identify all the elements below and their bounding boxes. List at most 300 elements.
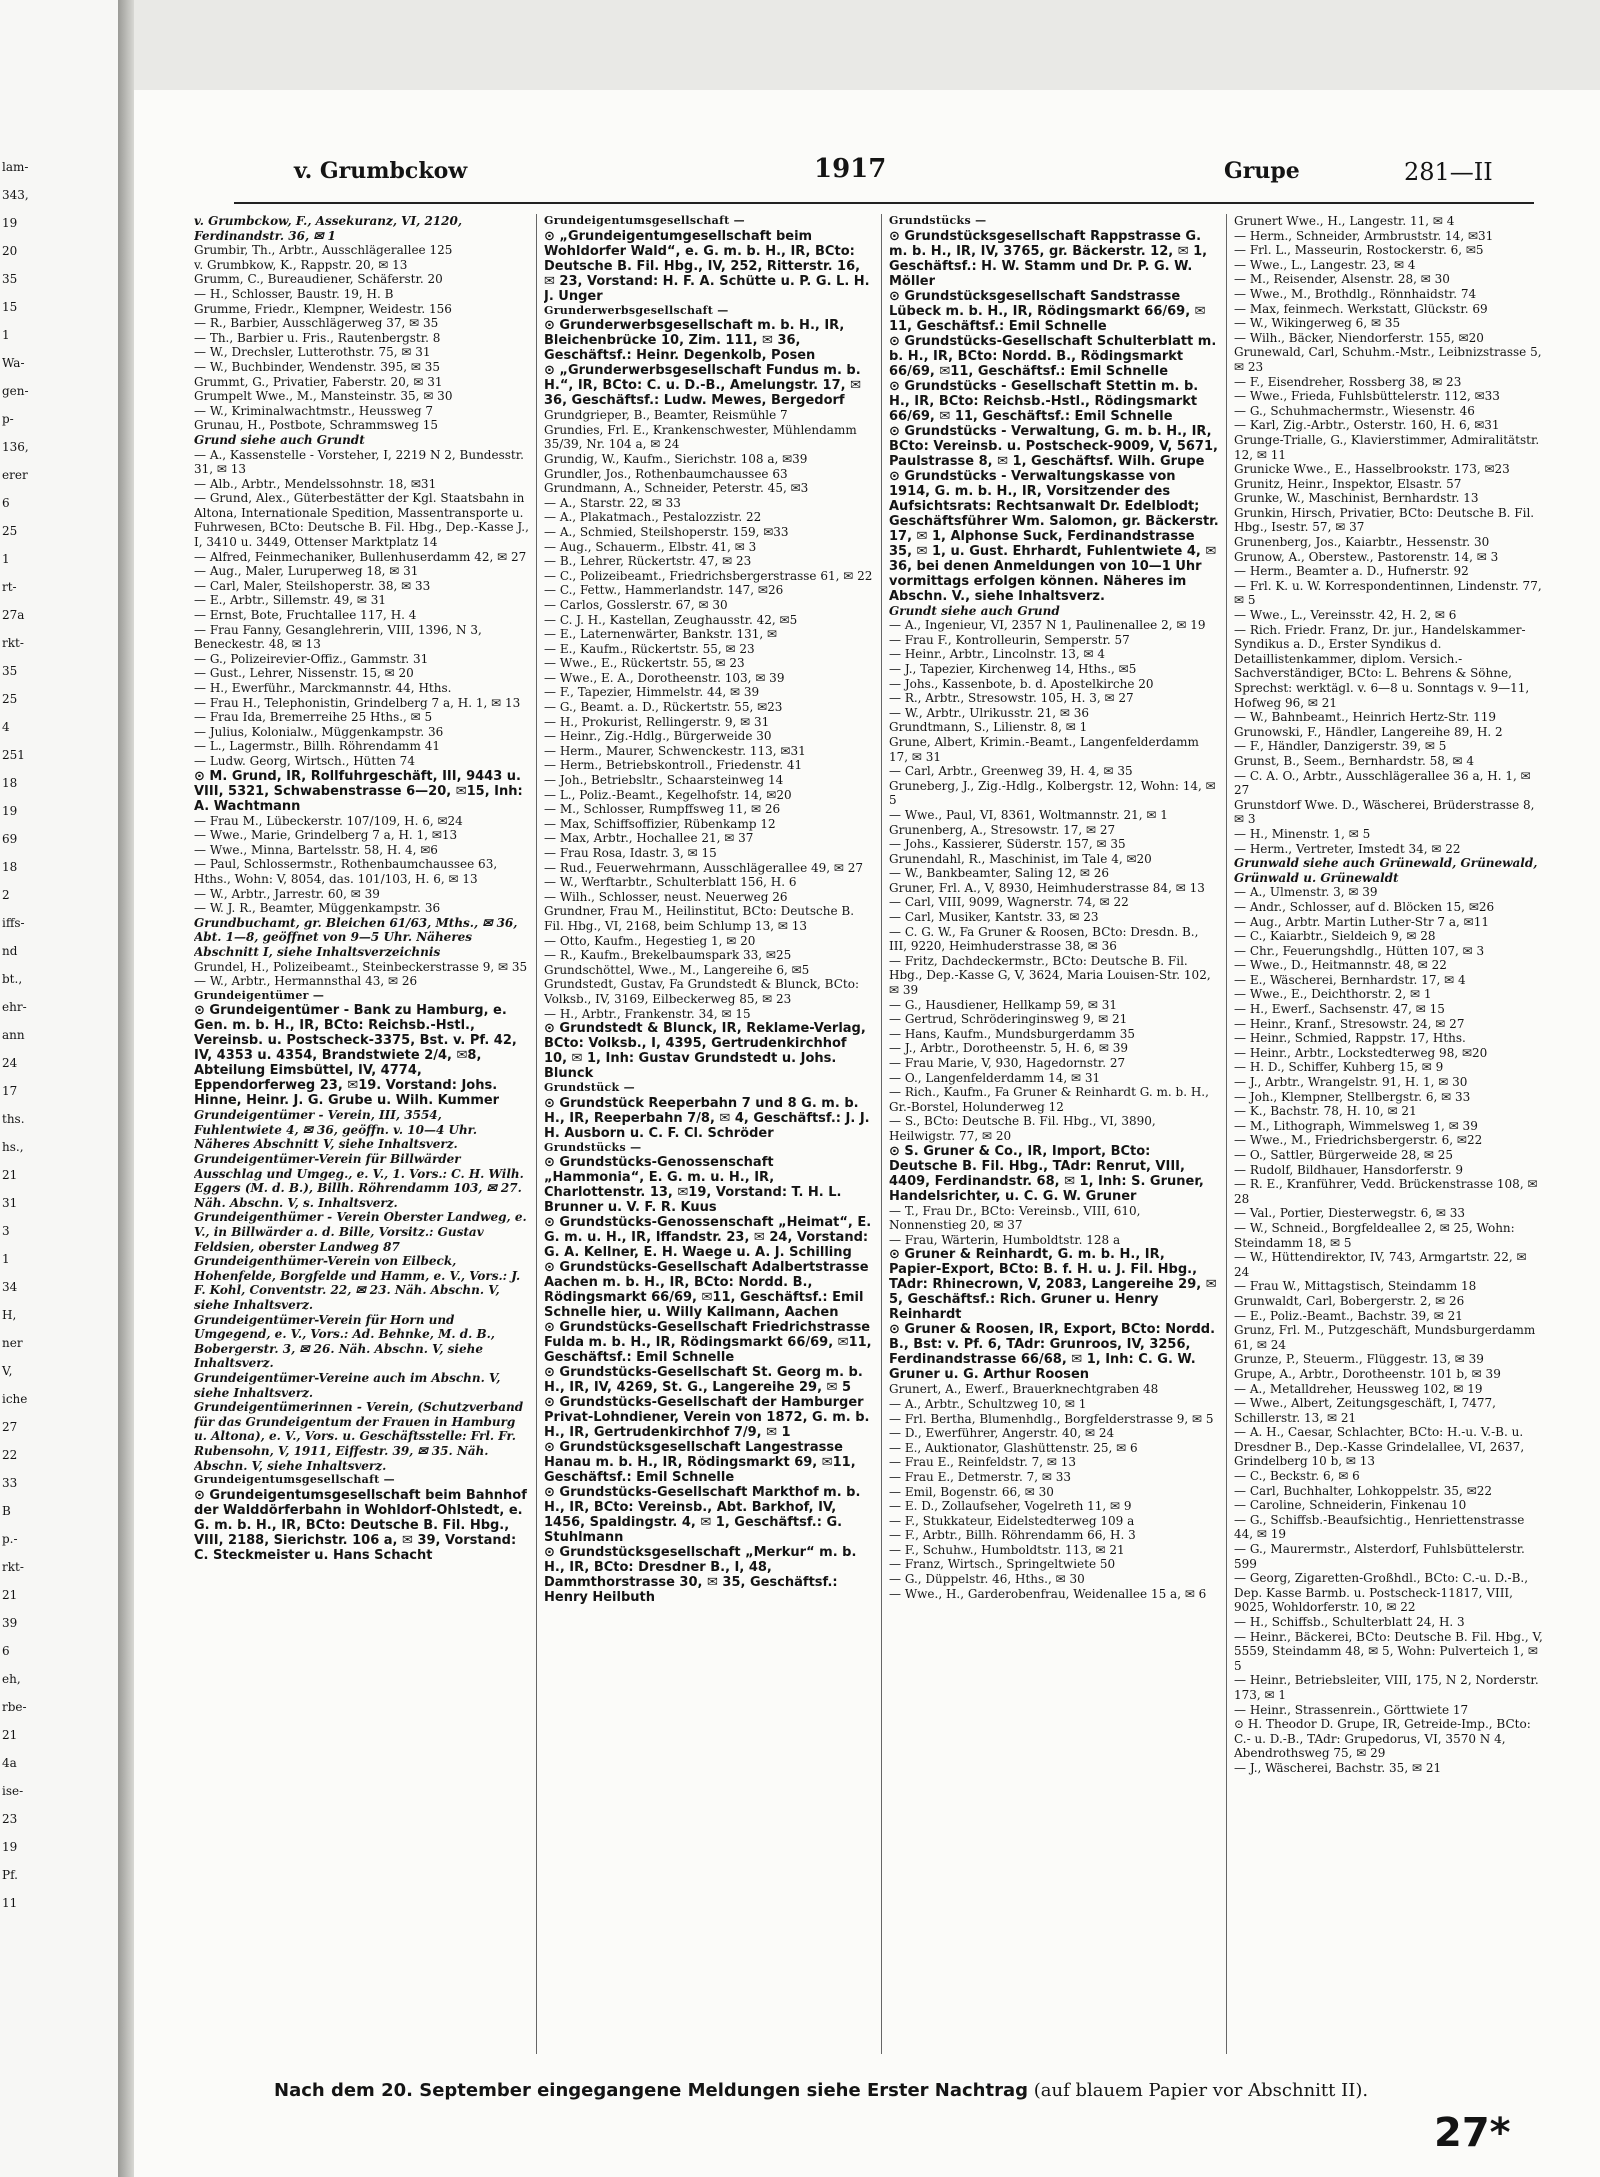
directory-entry: — J., Wäscherei, Bachstr. 35, ✉ 21: [1234, 1760, 1442, 1775]
directory-entry: — M., Lithograph, Wimmelsweg 1, ✉ 39: [1234, 1118, 1478, 1133]
directory-entry: Grundeigentumsgesellschaft —: [544, 214, 745, 227]
directory-entry: — Emil, Bogenstr. 66, ✉ 30: [889, 1484, 1054, 1499]
directory-entry: — W. J. R., Beamter, Müggenkampstr. 36: [194, 901, 441, 916]
directory-entry: — Max, Arbtr., Hochallee 21, ✉ 37: [544, 831, 754, 846]
directory-entry: — W., Werftarbtr., Schulterblatt 156, H. 6: [544, 875, 797, 890]
previous-page-fragment: 18: [2, 860, 18, 874]
header-first-entry: v. Grumbckow: [294, 158, 468, 184]
directory-entry: — T., Frau Dr., BCto: Vereinsb., VIII, 610, Nonnenstieg 20, ✉ 37: [889, 1203, 1141, 1233]
column-1: [194, 214, 529, 2064]
directory-entry: Grunz, Frl. M., Putzgeschäft, Mundsburgerdamm 61, ✉ 24: [1234, 1323, 1536, 1352]
directory-entry: Grunitz, Heinr., Inspektor, Elsastr. 57: [1234, 476, 1462, 491]
previous-page-fragment: 15: [2, 300, 18, 314]
directory-entry: — Frau Ida, Bremerreihe 25 Hths., ✉ 5: [194, 710, 433, 725]
directory-entry: Grundeigentümer —: [194, 988, 325, 1002]
directory-entry: Grunwald siehe auch Grünewald, Grünewald, Grünwald u. Grünewaldt: [1234, 856, 1538, 885]
directory-entry: — Andr., Schlosser, auf d. Blöcken 15, ✉26: [1234, 899, 1495, 914]
directory-entry: Grunert Wwe., H., Langestr. 11, ✉ 4: [1234, 214, 1455, 228]
directory-entry: — W., Arbtr., Ulrikusstr. 21, ✉ 36: [889, 705, 1090, 720]
previous-page-fragment: rbe-: [2, 1700, 27, 1714]
directory-entry: — G., Schuhmachermstr., Wiesenstr. 46: [1234, 403, 1475, 418]
previous-page-fragment: ths.: [2, 1112, 25, 1126]
directory-entry: — A., Schmied, Steilshoperstr. 159, ✉33: [544, 524, 789, 539]
directory-entry: — E., Poliz.-Beamt., Bachstr. 39, ✉ 21: [1234, 1308, 1463, 1323]
directory-entry: ⊙ Grundstücks - Verwaltungskasse von 1914, G. m. b. H., IR, Vorsitzender des Aufsichtsrats: Rechtsanwalt Dr. Edelblodt; Geschäftsführer Wm. Salomon, gr. Bäckerstr. 17, ✉ 1, Alphonse Suck, Ferdinandstrasse 35, ✉ 1, u. Gust. Ehrhardt, Fuhlentwiete 4, ✉36, bei denen Anmeldungen von 10—1 Uhr vormittags erfolgen können. Näheres im Abschn. V., siehe Inhaltsverz.: [889, 468, 1219, 604]
directory-entry: — R., Barbier, Ausschlägerweg 37, ✉ 35: [194, 316, 439, 331]
previous-page-fragment: H,: [2, 1308, 17, 1322]
previous-page-fragment: 343,: [2, 188, 29, 202]
previous-page-fragment: 1: [2, 328, 10, 342]
directory-entry: ⊙ Grundstücks-Genossenschaft „Hammonia“, E. G. m. u. H., IR, Charlottenstr. 13, ✉19, Vorstand: T. H. L. Brunner u. V. F. R. Kuus: [544, 1155, 842, 1216]
previous-page-fragment: Wa-: [2, 356, 25, 370]
previous-page-fragment: erer: [2, 468, 28, 482]
directory-entry: — Aug., Arbtr. Martin Luther-Str 7 a, ✉11: [1234, 914, 1489, 929]
directory-entry: Grunke, W., Maschinist, Bernhardstr. 13: [1234, 491, 1479, 506]
directory-entry: Grunewald, Carl, Schuhm.-Mstr., Leibnizstrasse 5, ✉ 23: [1234, 345, 1542, 374]
directory-entry: Grunowski, F., Händler, Langereihe 89, H. 2: [1234, 724, 1503, 739]
directory-entry: — Herm., Maurer, Schwenckestr. 113, ✉31: [544, 743, 806, 758]
directory-entry: — Franz, Wirtsch., Springeltwiete 50: [889, 1557, 1116, 1572]
directory-entry: — Hans, Kaufm., Mundsburgerdamm 35: [889, 1026, 1135, 1041]
directory-entry: — Joh., Klempner, Stellbergstr. 6, ✉ 33: [1234, 1089, 1471, 1104]
directory-entry: — Heinr., Arbtr., Lockstedterweg 98, ✉20: [1234, 1045, 1488, 1060]
previous-page-fragment: ise-: [2, 1784, 24, 1798]
previous-page-fragment: 136,: [2, 440, 29, 454]
previous-page-fragment: rt-: [2, 580, 17, 594]
directory-entry: — H., Ewerf., Sachsenstr. 47, ✉ 15: [1234, 1002, 1445, 1017]
directory-entry: — Frl. K. u. W. Korrespondentinnen, Lindenstr. 77, ✉ 5: [1234, 578, 1542, 608]
directory-entry: — Wilh., Bäcker, Niendorferstr. 155, ✉20: [1234, 330, 1484, 345]
directory-entry: Grundeigentumsgesellschaft —: [194, 1473, 395, 1487]
directory-entry: — J., Arbtr., Dorotheenstr. 5, H. 6, ✉ 39: [889, 1041, 1128, 1056]
directory-entry: Grund siehe auch Grundt: [194, 432, 365, 447]
directory-entry: ⊙ Grundstücksgesellschaft Rappstrasse G. m. b. H., IR, IV, 3765, gr. Bäckerstr. 12, ✉ 1, Geschäftsf.: H. W. Stamm und Dr. P. G. W. Möller: [889, 228, 1208, 289]
directory-entry: Grunkin, Hirsch, Privatier, BCto: Deutsche B. Fil. Hbg., Isestr. 57, ✉ 37: [1234, 505, 1535, 535]
directory-entry: — G., Düppelstr. 46, Hths., ✉ 30: [889, 1572, 1085, 1587]
directory-entry: Grundeigentümerinnen - Verein, (Schutzverband für das Grundeigentum der Frauen in Hamburg u. Altona), e. V., Vors. u. Geschäftsstelle: Frl. Fr. Rubensohn, V, 1911, Eiffestr. 39, ✉ 35. Näh. Abschn. V, siehe Inhaltsverz.: [194, 1400, 524, 1473]
directory-entry: — Wwe., E. A., Dorotheenstr. 103, ✉ 39: [544, 670, 785, 685]
previous-page-fragment: 34: [2, 1280, 18, 1294]
directory-entry: ⊙ H. Theodor D. Grupe, IR, Getreide-Imp., BCto: C.- u. D.-B., TAdr: Grupedorus, VI, 3570 N 4, Abendrothsweg 75, ✉ 29: [1234, 1717, 1531, 1761]
directory-entry: — Th., Barbier u. Fris., Rautenbergstr. 8: [194, 330, 441, 345]
book-gutter: [118, 0, 134, 2177]
directory-entry: Grumme, Friedr., Klempner, Weidestr. 156: [194, 301, 452, 316]
directory-entry: — A., Ulmenstr. 3, ✉ 39: [1234, 885, 1378, 900]
directory-entry: — Heinr., Arbtr., Lincolnstr. 13, ✉ 4: [889, 647, 1106, 662]
header-last-entry: Grupe: [1224, 158, 1300, 184]
directory-entry: ⊙ Grunderwerbsgesellschaft m. b. H., IR, Bleichenbrücke 10, Zim. 111, ✉ 36, Geschäftsf.: Heinr. Degenkolb, Posen: [544, 318, 845, 364]
directory-entry: — Heinr., Zig.-Hdlg., Bürgerweide 30: [544, 729, 772, 744]
previous-page-fragment: 31: [2, 1196, 18, 1210]
directory-entry: — Frau F., Kontrolleurin, Semperstr. 57: [889, 632, 1130, 647]
directory-entry: — Frl. Bertha, Blumenhdlg., Borgfelderstrasse 9, ✉ 5: [889, 1411, 1214, 1426]
directory-entry: — Wwe., Frieda, Fuhlsbüttelerstr. 112, ✉33: [1234, 389, 1500, 404]
previous-page-fragment: 27: [2, 1420, 18, 1434]
previous-page-fragment: V,: [2, 1364, 13, 1378]
directory-entry: ⊙ Grundstücksgesellschaft „Merkur“ m. b. H., IR, BCto: Dresdner B., I, 48, Dammthorstrasse 30, ✉ 35, Geschäftsf.: Henry Heilbuth: [544, 1545, 857, 1606]
column-divider: [881, 214, 882, 2054]
directory-entry: — W., Hüttendirektor, IV, 743, Armgartstr. 22, ✉ 24: [1234, 1250, 1527, 1279]
directory-entry: — F., Arbtr., Billh. Röhrendamm 66, H. 3: [889, 1528, 1136, 1543]
directory-entry: — H., Schlosser, Baustr. 19, H. B: [194, 286, 394, 301]
previous-page-fragment: 21: [2, 1728, 18, 1742]
directory-entry: Grunenberg, A., Stresowstr. 17, ✉ 27: [889, 822, 1116, 837]
directory-entry: — Heinr., Betriebsleiter, VIII, 175, N 2, Norderstr. 173, ✉ 1: [1234, 1673, 1539, 1702]
directory-entry: — W., Bankbeamter, Saling 12, ✉ 26: [889, 866, 1110, 881]
directory-entry: — Wwe., E., Deichthorstr. 2, ✉ 1: [1234, 987, 1432, 1002]
directory-entry: — Alb., Arbtr., Mendelssohnstr. 18, ✉31: [194, 476, 437, 491]
directory-entry: — Wilh., Schlosser, neust. Neuerweg 26: [544, 889, 788, 904]
footer-note-normal: (auf blauem Papier vor Abschnitt II).: [1028, 2080, 1369, 2101]
directory-entry: — H., Prokurist, Rellingerstr. 9, ✉ 31: [544, 714, 770, 729]
directory-entry: — A., Ingenieur, VI, 2357 N 1, Paulinenallee 2, ✉ 19: [889, 618, 1206, 633]
directory-entry: — Wwe., D., Heitmannstr. 48, ✉ 22: [1234, 958, 1447, 973]
directory-entry: ⊙ Grundstücks - Gesellschaft Stettin m. b. H., IR, BCto: Reichsb.-Hstl., Rödingsmarkt 66/69, ✉ 11, Geschäftsf.: Emil Schnelle: [889, 378, 1199, 424]
directory-entry: Grundeigenthümer-Verein von Eilbeck, Hohenfelde, Borgfelde und Hamm, e. V., Vors.: J. F. Kohl, Conventstr. 22, ✉ 23. Näh. Abschn. V, siehe Inhaltsverz.: [194, 1254, 521, 1312]
directory-entry: — Frau W., Mittagstisch, Steindamm 18: [1234, 1279, 1477, 1294]
directory-entry: — Frau E., Detmerstr. 7, ✉ 33: [889, 1469, 1071, 1484]
previous-page-fragment: lam-: [2, 160, 29, 174]
directory-entry: ⊙ Grundstücks-Gesellschaft St. Georg m. b. H., IR, IV, 4269, St. G., Langereihe 29, ✉ 5: [544, 1365, 863, 1396]
previous-page-fragment: iffs-: [2, 916, 25, 930]
directory-entry: — Aug., Schauerm., Elbstr. 41, ✉ 3: [544, 539, 757, 554]
previous-page-fragment: 18: [2, 776, 18, 790]
previous-page-fragment: 19: [2, 216, 18, 230]
header-year: 1917: [814, 154, 887, 184]
directory-entry: — W., Arbtr., Hermannsthal 43, ✉ 26: [194, 974, 418, 989]
directory-entry: Grundstedt, Gustav, Fa Grundstedt & Blunck, BCto: Volksb., IV, 3169, Eilbeckerweg 85, ✉ 23: [544, 977, 859, 1006]
directory-entry: — Rich. Friedr. Franz, Dr. jur., Handelskammer-Syndikus a. D., Erster Syndikus d. Detaillistenkammer, diplom. Versich.-Sachverständiger, BCto: L. Behrens & Söhne, Sprechst: werktägl. v. 6—8 u. Sonntags v. 9—11, Hofweg 96, ✉ 21: [1234, 622, 1530, 710]
directory-entry: — F., Schuhw., Humboldtstr. 113, ✉ 21: [889, 1542, 1125, 1557]
directory-entry: — E. D., Zollaufseher, Vogelreth 11, ✉ 9: [889, 1499, 1132, 1514]
directory-entry: — L., Lagermstr., Billh. Röhrendamm 41: [194, 739, 441, 754]
directory-entry: — Julius, Kolonialw., Müggenkampstr. 36: [194, 724, 444, 739]
previous-page-fragment: ann: [2, 1028, 25, 1042]
directory-entry: Grunenberg, Jos., Kaiarbtr., Hessenstr. 30: [1234, 535, 1490, 550]
directory-entry: — Frau, Wärterin, Humboldtstr. 128 a: [889, 1232, 1121, 1247]
directory-entry: — M., Schlosser, Rumpffsweg 11, ✉ 26: [544, 802, 781, 817]
directory-entry: — Herm., Beamter a. D., Hufnerstr. 92: [1234, 564, 1469, 579]
directory-entry: — S., BCto: Deutsche B. Fil. Hbg., VI, 3890, Heilwigstr. 77, ✉ 20: [889, 1114, 1156, 1143]
directory-entry: — G., Beamt. a. D., Rückertstr. 55, ✉23: [544, 700, 783, 715]
previous-page-fragment: rkt-: [2, 636, 24, 650]
directory-entry: — E., Laternenwärter, Bankstr. 131, ✉: [544, 627, 778, 642]
directory-entry: Grumm, C., Bureaudiener, Schäferstr. 20: [194, 272, 443, 287]
directory-entry: Grune, Albert, Krimin.-Beamt., Langenfelderdamm 17, ✉ 31: [889, 734, 1199, 764]
directory-entry: Grunert, A., Ewerf., Brauerknechtgraben 48: [889, 1382, 1159, 1397]
directory-entry: — Herm., Vertreter, Imstedt 34, ✉ 22: [1234, 841, 1461, 856]
directory-entry: — Frau Fanny, Gesanglehrerin, VIII, 1396, N 3, Beneckestr. 48, ✉ 13: [194, 622, 482, 652]
directory-entry: Grundeigentümer - Verein, III, 3554, Fuhlentwiete 4, ✉ 36, geöffn. v. 10—4 Uhr. Näheres Abschnitt V, siehe Inhaltsverz.: [194, 1108, 478, 1152]
directory-entry: Grundschöttel, Wwe., M., Langereihe 6, ✉5: [544, 962, 810, 977]
directory-entry: — Rich., Kaufm., Fa Gruner & Reinhardt G. m. b. H., Gr.-Borstel, Holunderweg 12: [889, 1085, 1209, 1114]
directory-entry: — A., Kassenstelle - Vorsteher, I, 2219 N 2, Bundesstr. 31, ✉ 13: [194, 447, 524, 477]
directory-entry: Grundner, Frau M., Heilinstitut, BCto: Deutsche B. Fil. Hbg., VI, 2168, beim Schlump 13, ✉ 13: [544, 904, 855, 933]
previous-page-fragment: 25: [2, 692, 18, 706]
directory-entry: — W., Wikingerweg 6, ✉ 35: [1234, 316, 1401, 331]
footer-note-bold: Nach dem 20. September eingegangene Meldungen siehe Erster Nachtrag: [274, 2080, 1029, 2101]
directory-entry: Grunderwerbsgesellschaft —: [544, 303, 729, 317]
directory-entry: — W., Bahnbeamt., Heinrich Hertz-Str. 119: [1234, 710, 1496, 725]
directory-entry: Gruner, Frl. A., V, 8930, Heimhuderstrasse 84, ✉ 13: [889, 880, 1205, 895]
directory-page: [134, 90, 1600, 2177]
directory-entry: — Herm., Schneider, Armbruststr. 14, ✉31: [1234, 228, 1494, 243]
directory-entry: ⊙ S. Gruner & Co., IR, Import, BCto: Deutsche B. Fil. Hbg., TAdr: Renrut, VIII, 4409, Ferdinandstr. 68, ✉ 1, Inh: S. Gruner, Handelsrichter, u. C. G. W. Gruner: [889, 1143, 1204, 1204]
directory-entry: — Johs., Kassenbote, b. d. Apostelkirche 20: [889, 676, 1154, 691]
directory-entry: — H., Arbtr., Frankenstr. 34, ✉ 15: [544, 1006, 751, 1021]
directory-entry: — Val., Portier, Diesterwegstr. 6, ✉ 33: [1234, 1206, 1466, 1221]
previous-page-fragment: 35: [2, 664, 18, 678]
directory-entry: — Caroline, Schneiderin, Finkenau 10: [1234, 1498, 1467, 1513]
directory-entry: — Wwe., L., Langestr. 23, ✉ 4: [1234, 257, 1416, 272]
directory-entry: — H., Schiffsb., Schulterblatt 24, H. 3: [1234, 1615, 1465, 1629]
directory-entry: Grundstück —: [544, 1081, 635, 1095]
previous-page-fragment: ehr-: [2, 1000, 27, 1014]
directory-entry: — Frau H., Telephonistin, Grindelberg 7 a, H. 1, ✉ 13: [194, 695, 521, 710]
directory-entry: v. Grumbkow, K., Rappstr. 20, ✉ 13: [194, 257, 408, 272]
directory-entry: — Wwe., Minna, Bartelsstr. 58, H. 4, ✉6: [194, 842, 438, 857]
directory-entry: — Wwe., M., Brothdlg., Rönnhaidstr. 74: [1234, 286, 1477, 301]
directory-entry: Grundig, W., Kaufm., Sierichstr. 108 a, ✉39: [544, 451, 808, 466]
directory-entry: — Heinr., Bäckerei, BCto: Deutsche B. Fil. Hbg., V, 5559, Steindamm 48, ✉ 5, Wohn: Pulverteich 1, ✉ 5: [1234, 1629, 1543, 1673]
directory-entry: — W., Schneid., Borgfeldeallee 2, ✉ 25, Wohn: Steindamm 18, ✉ 5: [1234, 1220, 1515, 1250]
directory-entry: — Wwe., Albert, Zeitungsgeschäft, I, 7477, Schillerstr. 13, ✉ 21: [1234, 1396, 1496, 1425]
directory-entry: — C. G. W., Fa Gruner & Roosen, BCto: Dresdn. B., III, 9220, Heimhuderstrasse 38, ✉ 36: [889, 924, 1199, 954]
directory-entry: — Carl, VIII, 9099, Wagnerstr. 74, ✉ 22: [889, 895, 1129, 910]
directory-entry: — O., Sattler, Bürgerweide 28, ✉ 25: [1234, 1148, 1454, 1162]
column-2: [544, 214, 874, 2064]
directory-entry: ⊙ Grundstedt & Blunck, IR, Reklame-Verlag, BCto: Volksb., I, 4395, Gertrudenkirchhof 10, ✉ 1, Inh: Gustav Grundstedt u. Johs. Blunck: [544, 1021, 866, 1082]
directory-entry: ⊙ Grundstücks-Genossenschaft „Heimat“, E. G. m. u. H., IR, Iffandstr. 23, ✉ 24, Vorstand: G. A. Kellner, E. H. Waege u. A. J. Schilling: [544, 1215, 872, 1261]
column-divider: [1226, 214, 1227, 2054]
directory-entry: — W., Drechsler, Lutterothstr. 75, ✉ 31: [194, 345, 431, 360]
directory-entry: — R. E., Kranführer, Vedd. Brückenstrasse 108, ✉ 28: [1234, 1177, 1538, 1206]
directory-entry: — H., Minenstr. 1, ✉ 5: [1234, 826, 1371, 841]
directory-entry: — G., Hausdiener, Hellkamp 59, ✉ 31: [889, 997, 1117, 1012]
previous-page-fragment: 17: [2, 1084, 18, 1098]
directory-entry: — A., Starstr. 22, ✉ 33: [544, 495, 681, 510]
directory-entry: ⊙ Gruner & Roosen, IR, Export, BCto: Nordd. B., Bst: v. Pf. 6, TAdr: Grunroos, IV, 3256, Ferdinandstrasse 66/68, ✉ 1, Inh: C. G. W. Gruner u. G. Arthur Roosen: [889, 1322, 1216, 1383]
previous-page-fragment: 6: [2, 1644, 10, 1658]
previous-page-fragment: bt.,: [2, 972, 23, 986]
directory-entry: — R., Arbtr., Stresowstr. 105, H. 3, ✉ 27: [889, 691, 1134, 706]
directory-entry: Grundeigenthümer - Verein Oberster Landweg, e. V., in Billwärder a. d. Bille, Vorsitz.: Gustav Feldsien, oberster Landweg 87: [194, 1210, 527, 1254]
previous-page-fragment: 69: [2, 832, 18, 846]
directory-entry: — Wwe., M., Friedrichsbergerstr. 6, ✉22: [1234, 1133, 1483, 1148]
directory-entry: — Alfred, Feinmechaniker, Bullenhuserdamm 42, ✉ 27: [194, 549, 527, 564]
directory-entry: Grunau, H., Postbote, Schrammsweg 15: [194, 418, 439, 433]
directory-entry: Grupe, A., Arbtr., Dorotheenstr. 101 b, ✉ 39: [1234, 1366, 1501, 1381]
previous-page-fragment: 23: [2, 1812, 18, 1826]
directory-entry: Grundel, H., Polizeibeamt., Steinbeckerstrasse 9, ✉ 35: [194, 959, 528, 974]
previous-page-fragment: 4a: [2, 1756, 17, 1770]
footer-note: [274, 2080, 1474, 2101]
directory-entry: — Wwe., Marie, Grindelberg 7 a, H. 1, ✉13: [194, 828, 458, 843]
directory-entry: — Gertrud, Schröderinginsweg 9, ✉ 21: [889, 1012, 1128, 1027]
directory-entry: — Wwe., E., Rückertstr. 55, ✉ 23: [544, 656, 745, 671]
directory-entry: — Rudolf, Bildhauer, Hansdorferstr. 9: [1234, 1162, 1463, 1177]
directory-entry: — Gust., Lehrer, Nissenstr. 15, ✉ 20: [194, 666, 414, 681]
directory-entry: — F., Händler, Danzigerstr. 39, ✉ 5: [1234, 739, 1447, 754]
previous-page-fragment: 1: [2, 1252, 10, 1266]
directory-entry: — C., Polizeibeamt., Friedrichsbergerstrasse 61, ✉ 22: [544, 568, 873, 583]
previous-page-fragment: eh,: [2, 1672, 21, 1686]
directory-entry: — Wwe., L., Vereinsstr. 42, H. 2, ✉ 6: [1234, 608, 1457, 623]
directory-entry: — H. D., Schiffer, Kuhberg 15, ✉ 9: [1234, 1060, 1444, 1075]
directory-entry: Grumpelt Wwe., M., Mansteinstr. 35, ✉ 30: [194, 389, 453, 404]
column-3: [889, 214, 1219, 2064]
previous-page-fragment: 21: [2, 1168, 18, 1182]
previous-page-fragment: 3: [2, 1224, 10, 1238]
directory-entry: — H., Ewerführ., Marckmannstr. 44, Hths.: [194, 681, 452, 695]
directory-entry: — Wwe., Paul, VI, 8361, Woltmannstr. 21, ✉ 1: [889, 807, 1168, 822]
directory-entry: Grundbuchamt, gr. Bleichen 61/63, Mths., ✉ 36, Abt. 1—8, geöffnet von 9—5 Uhr. Näheres Abschnitt I, siehe Inhaltsverzeichnis: [194, 915, 518, 959]
previous-page-fragment: hs.,: [2, 1140, 24, 1154]
directory-entry: ⊙ Gruner & Reinhardt, G. m. b. H., IR, Papier-Export, BCto: B. f. H. u. J. Fil. Hbg., TAdr: Rhinecrown, V, 2083, Langereihe 29, ✉ 5, Geschäftsf.: Rich. Gruner u. Henry Reinhardt: [889, 1247, 1217, 1323]
previous-page-fragment: 1: [2, 552, 10, 566]
directory-entry: — Carl, Buchhalter, Lohkoppelstr. 35, ✉22: [1234, 1483, 1493, 1498]
previous-page-fragment: p.-: [2, 1532, 18, 1546]
directory-entry: Grundeigentümer-Verein für Billwärder Ausschlag und Umgeg., e. V., 1. Vors.: C. H. Wilh. Eggers (M. d. B.), Billh. Röhrendamm 103, ✉ 27. Näh. Abschn. V, s. Inhaltsverz.: [194, 1152, 524, 1210]
directory-entry: — Frau E., Reinfeldstr. 7, ✉ 13: [889, 1455, 1076, 1470]
directory-entry: — O., Langenfelderdamm 14, ✉ 31: [889, 1070, 1101, 1085]
directory-entry: ⊙ „Grundeigentumgesellschaft beim Wohldorfer Wald“, e. G. m. b. H., IR, BCto: Deutsche B. Fil. Hbg., IV, 252, Ritterstr. 16, ✉ 23, Vorstand: H. F. A. Schütte u. P. G. L. H. J. Unger: [544, 228, 870, 304]
previous-page-fragment: 19: [2, 1840, 18, 1854]
directory-entry: — E., Arbtr., Sillemstr. 49, ✉ 31: [194, 593, 387, 608]
directory-entry: — Frl. L., Masseurin, Rostockerstr. 6, ✉5: [1234, 243, 1484, 258]
directory-entry: ⊙ Grundstücks-Gesellschaft Schulterblatt m. b. H., IR, BCto: Nordd. B., Rödingsmarkt 66/69, ✉11, Geschäftsf.: Emil Schnelle: [889, 333, 1217, 379]
directory-entry: — Carl, Arbtr., Greenweg 39, H. 4, ✉ 35: [889, 764, 1133, 779]
directory-entry: — Johs., Kassierer, Süderstr. 157, ✉ 35: [889, 837, 1126, 852]
directory-entry: — M., Reisender, Alsenstr. 28, ✉ 30: [1234, 272, 1450, 287]
directory-entry: — G., Schiffsb.-Beaufsichtig., Henriettenstrasse 44, ✉ 19: [1234, 1512, 1525, 1542]
directory-entry: ⊙ Grundstück Reeperbahn 7 und 8 G. m. b. H., IR, Reeperbahn 7/8, ✉ 4, Geschäftsf.: J. J. H. Ausborn u. C. F. Cl. Schröder: [544, 1095, 870, 1141]
directory-entry: — G., Polizeirevier-Offiz., Gammstr. 31: [194, 651, 429, 666]
directory-entry: — Ernst, Bote, Fruchtallee 117, H. 4: [194, 608, 417, 623]
directory-entry: — Frau Marie, V, 930, Hagedornstr. 27: [889, 1056, 1126, 1070]
directory-entry: — A., Arbtr., Schultzweg 10, ✉ 1: [889, 1396, 1087, 1411]
directory-entry: ⊙ Grundeigentumsgesellschaft beim Bahnhof der Walddörferbahn in Wohldorf-Ohlstedt, e. G. m. b. H., IR, BCto: Deutsche B. Fil. Hbg., VIII, 2188, Sierichstr. 106 a, ✉ 39, Vorstand: C. Steckmeister u. Hans Schacht: [194, 1487, 527, 1563]
directory-entry: — C., Beckstr. 6, ✉ 6: [1234, 1469, 1360, 1484]
directory-entry: — Fritz, Dachdeckermstr., BCto: Deutsche B. Fil. Hbg., Dep.-Kasse G, V, 3624, Maria Louisen-Str. 102, ✉ 39: [889, 953, 1211, 998]
previous-page-fragment: ner: [2, 1336, 23, 1350]
directory-entry: Grunendahl, R., Maschinist, im Tale 4, ✉20: [889, 851, 1152, 866]
directory-entry: ⊙ Grundstücksgesellschaft Sandstrasse Lübeck m. b. H., IR, Rödingsmarkt 66/69, ✉ 11, Geschäftsf.: Emil Schnelle: [889, 288, 1206, 334]
running-header: [234, 150, 1574, 190]
directory-entry: — W., Arbtr., Jarrestr. 60, ✉ 39: [194, 886, 380, 901]
directory-entry: — Aug., Maler, Luruperweg 18, ✉ 31: [194, 564, 419, 579]
previous-page-fragment: 20: [2, 244, 18, 258]
directory-entry: — K., Bachstr. 78, H. 10, ✉ 21: [1234, 1104, 1417, 1119]
directory-entry: — A. H., Caesar, Schlachter, BCto: H.-u. V.-B. u. Dresdner B., Dep.-Kasse Grindelallee, VI, 2637, Grindelberg 10 b, ✉ 13: [1234, 1425, 1525, 1469]
directory-entry: Grundies, Frl. E., Krankenschwester, Mühlendamm 35/39, Nr. 104 a, ✉ 24: [544, 422, 857, 452]
directory-entry: — G., Maurermstr., Alsterdorf, Fuhlsbüttelerstr. 599: [1234, 1542, 1525, 1571]
directory-entry: — F., Tapezier, Himmelstr. 44, ✉ 39: [544, 685, 760, 700]
directory-entry: — E., Auktionator, Glashüttenstr. 25, ✉ 6: [889, 1440, 1138, 1455]
directory-entry: Grundgrieper, B., Beamter, Reismühle 7: [544, 408, 788, 423]
directory-entry: — C. J. H., Kastellan, Zeughausstr. 42, ✉5: [544, 612, 798, 627]
directory-entry: Grumbir, Th., Arbtr., Ausschlägerallee 125: [194, 243, 453, 258]
page-number: 27*: [1434, 2110, 1511, 2156]
directory-entry: — Ludw. Georg, Wirtsch., Hütten 74: [194, 753, 415, 768]
directory-entry: ⊙ Grundstücks-Gesellschaft Markthof m. b. H., IR, BCto: Vereinsb., Abt. Barkhof, IV, 1456, Spaldingstr. 4, ✉ 1, Geschäftsf.: G. Stuhlmann: [544, 1485, 861, 1546]
directory-entry: — Carlos, Gosslerstr. 67, ✉ 30: [544, 597, 728, 612]
directory-entry: — Carl, Musiker, Kantstr. 33, ✉ 23: [889, 910, 1099, 925]
directory-entry: — L., Poliz.-Beamt., Kegelhofstr. 14, ✉20: [544, 787, 792, 802]
directory-entry: — Frau M., Lübeckerstr. 107/109, H. 6, ✉24: [194, 813, 463, 828]
previous-page-fragment: 19: [2, 804, 18, 818]
directory-entry: Grummt, G., Privatier, Faberstr. 20, ✉ 31: [194, 374, 443, 389]
directory-entry: ⊙ Grundeigentümer - Bank zu Hamburg, e. Gen. m. b. H., IR, BCto: Reichsb.-Hstl., Vereinsb. u. Postscheck-3375, Bst. v. Pf. 42, IV, 4353 u. 4354, Brandstwiete 2/4, ✉8, Abteilung Eimsbüttel, IV, 4774, Eppendorferweg 23, ✉19. Vorstand: Johs. Hinne, Heinr. J. G. Grube u. Wilh. Kummer: [194, 1003, 517, 1109]
directory-entry: — Joh., Betriebsltr., Schaarsteinweg 14: [544, 773, 784, 788]
directory-entry: — F., Stukkateur, Eidelstedterweg 109 a: [889, 1513, 1135, 1528]
previous-page-fragment: 6: [2, 496, 10, 510]
directory-entry: Grunge-Trialle, G., Klavierstimmer, Admiralitätstr. 12, ✉ 11: [1234, 432, 1540, 462]
directory-entry: — J., Arbtr., Wrangelstr. 91, H. 1, ✉ 30: [1234, 1075, 1468, 1090]
directory-entry: — W., Buchbinder, Wendenstr. 395, ✉ 35: [194, 359, 440, 374]
directory-entry: — E., Wäscherei, Bernhardstr. 17, ✉ 4: [1234, 972, 1466, 987]
directory-entry: Grundmann, A., Schneider, Peterstr. 45, ✉3: [544, 481, 809, 496]
column-4: [1234, 214, 1544, 2064]
directory-entry: — R., Kaufm., Brekelbaumspark 33, ✉25: [544, 948, 792, 963]
directory-entry: — Wwe., H., Garderobenfrau, Weidenallee 15 a, ✉ 6: [889, 1586, 1207, 1601]
previous-page-fragment: 251: [2, 748, 25, 762]
previous-page-fragment: p-: [2, 412, 14, 426]
directory-entry: — Karl, Zig.-Arbtr., Osterstr. 160, H. 6, ✉31: [1234, 418, 1500, 433]
directory-entry: — C., Kaiarbtr., Sieldeich 9, ✉ 28: [1234, 929, 1436, 944]
directory-entry: Grundler, Jos., Rothenbaumchaussee 63: [544, 466, 788, 481]
directory-entry: Grunze, P., Steuerm., Flüggestr. 13, ✉ 39: [1234, 1352, 1484, 1367]
directory-entry: v. Grumbckow, F., Assekuranz, VI, 2120, Ferdinandstr. 36, ✉ 1: [194, 214, 463, 243]
directory-entry: — Chr., Feuerungshdlg., Hütten 107, ✉ 3: [1234, 943, 1485, 958]
directory-entry: Grunwaldt, Carl, Bobergerstr. 2, ✉ 26: [1234, 1293, 1465, 1308]
directory-entry: — Otto, Kaufm., Hegestieg 1, ✉ 20: [544, 933, 756, 948]
header-rule: [234, 202, 1534, 204]
previous-page-fragment: rkt-: [2, 1560, 24, 1574]
previous-page-fragment: 25: [2, 524, 18, 538]
directory-entry: Grunicke Wwe., E., Hasselbrookstr. 173, ✉23: [1234, 462, 1510, 477]
directory-entry: Grundeigentümer-Vereine auch im Abschn. V, siehe Inhaltsverz.: [194, 1370, 501, 1400]
directory-entry: — Heinr., Kranf., Stresowstr. 24, ✉ 27: [1234, 1016, 1465, 1031]
previous-page-fragment: 35: [2, 272, 18, 286]
directory-entry: Gruneberg, J., Zig.-Hdlg., Kolbergstr. 12, Wohn: 14, ✉ 5: [889, 778, 1216, 808]
directory-entry: — A., Plakatmach., Pestalozzistr. 22: [544, 510, 762, 525]
directory-entry: — D., Ewerführer, Angerstr. 40, ✉ 24: [889, 1426, 1115, 1441]
previous-page-fragment: B: [2, 1504, 11, 1518]
previous-page-fragment: 4: [2, 720, 10, 734]
directory-entry: — Carl, Maler, Steilshoperstr. 38, ✉ 33: [194, 578, 431, 593]
directory-entry: — Rud., Feuerwehrmann, Ausschlägerallee 49, ✉ 27: [544, 860, 864, 875]
directory-entry: Grunstdorf Wwe. D., Wäscherei, Brüderstrasse 8, ✉ 3: [1234, 797, 1535, 827]
previous-page-fragment: 24: [2, 1056, 18, 1070]
directory-entry: — Georg, Zigaretten-Großhdl., BCto: C.-u. D.-B., Dep. Kasse Barmb. u. Postscheck-11817, VIII, 9025, Wohldorferstr. 10, ✉ 22: [1234, 1571, 1529, 1615]
directory-entry: — J., Tapezier, Kirchenweg 14, Hths., ✉5: [889, 661, 1137, 676]
directory-entry: — W., Kriminalwachtmstr., Heussweg 7: [194, 403, 434, 418]
header-page-number: 281—II: [1404, 158, 1493, 186]
directory-entry: — C. A. O., Arbtr., Ausschlägerallee 36 a, H. 1, ✉ 27: [1234, 768, 1531, 798]
directory-entry: ⊙ M. Grund, IR, Rollfuhrgeschäft, III, 9443 u. VIII, 5321, Schwabenstrasse 6—20, ✉15, Inh: A. Wachtmann: [194, 768, 523, 814]
directory-entry: — Herm., Betriebskontroll., Friedenstr. 41: [544, 758, 803, 773]
directory-entry: — Heinr., Schmied, Rappstr. 17, Hths.: [1234, 1031, 1466, 1046]
directory-entry: Grundstücks —: [889, 214, 987, 227]
directory-entry: — Paul, Schlossermstr., Rothenbaumchaussee 63, Hths., Wohn: V, 8054, das. 101/103, H. 6, ✉ 13: [194, 857, 498, 886]
directory-entry: Grunst, B., Seem., Bernhardstr. 58, ✉ 4: [1234, 753, 1475, 768]
directory-entry: Grundstücks —: [544, 1140, 642, 1154]
directory-entry: — B., Lehrer, Rückertstr. 47, ✉ 23: [544, 554, 752, 569]
directory-entry: ⊙ Grundstücksgesellschaft Langestrasse Hanau m. b. H., IR, Rödingsmarkt 69, ✉11, Geschäftsf.: Emil Schnelle: [544, 1440, 856, 1486]
column-divider: [536, 214, 537, 2054]
previous-page-fragment: 22: [2, 1448, 18, 1462]
